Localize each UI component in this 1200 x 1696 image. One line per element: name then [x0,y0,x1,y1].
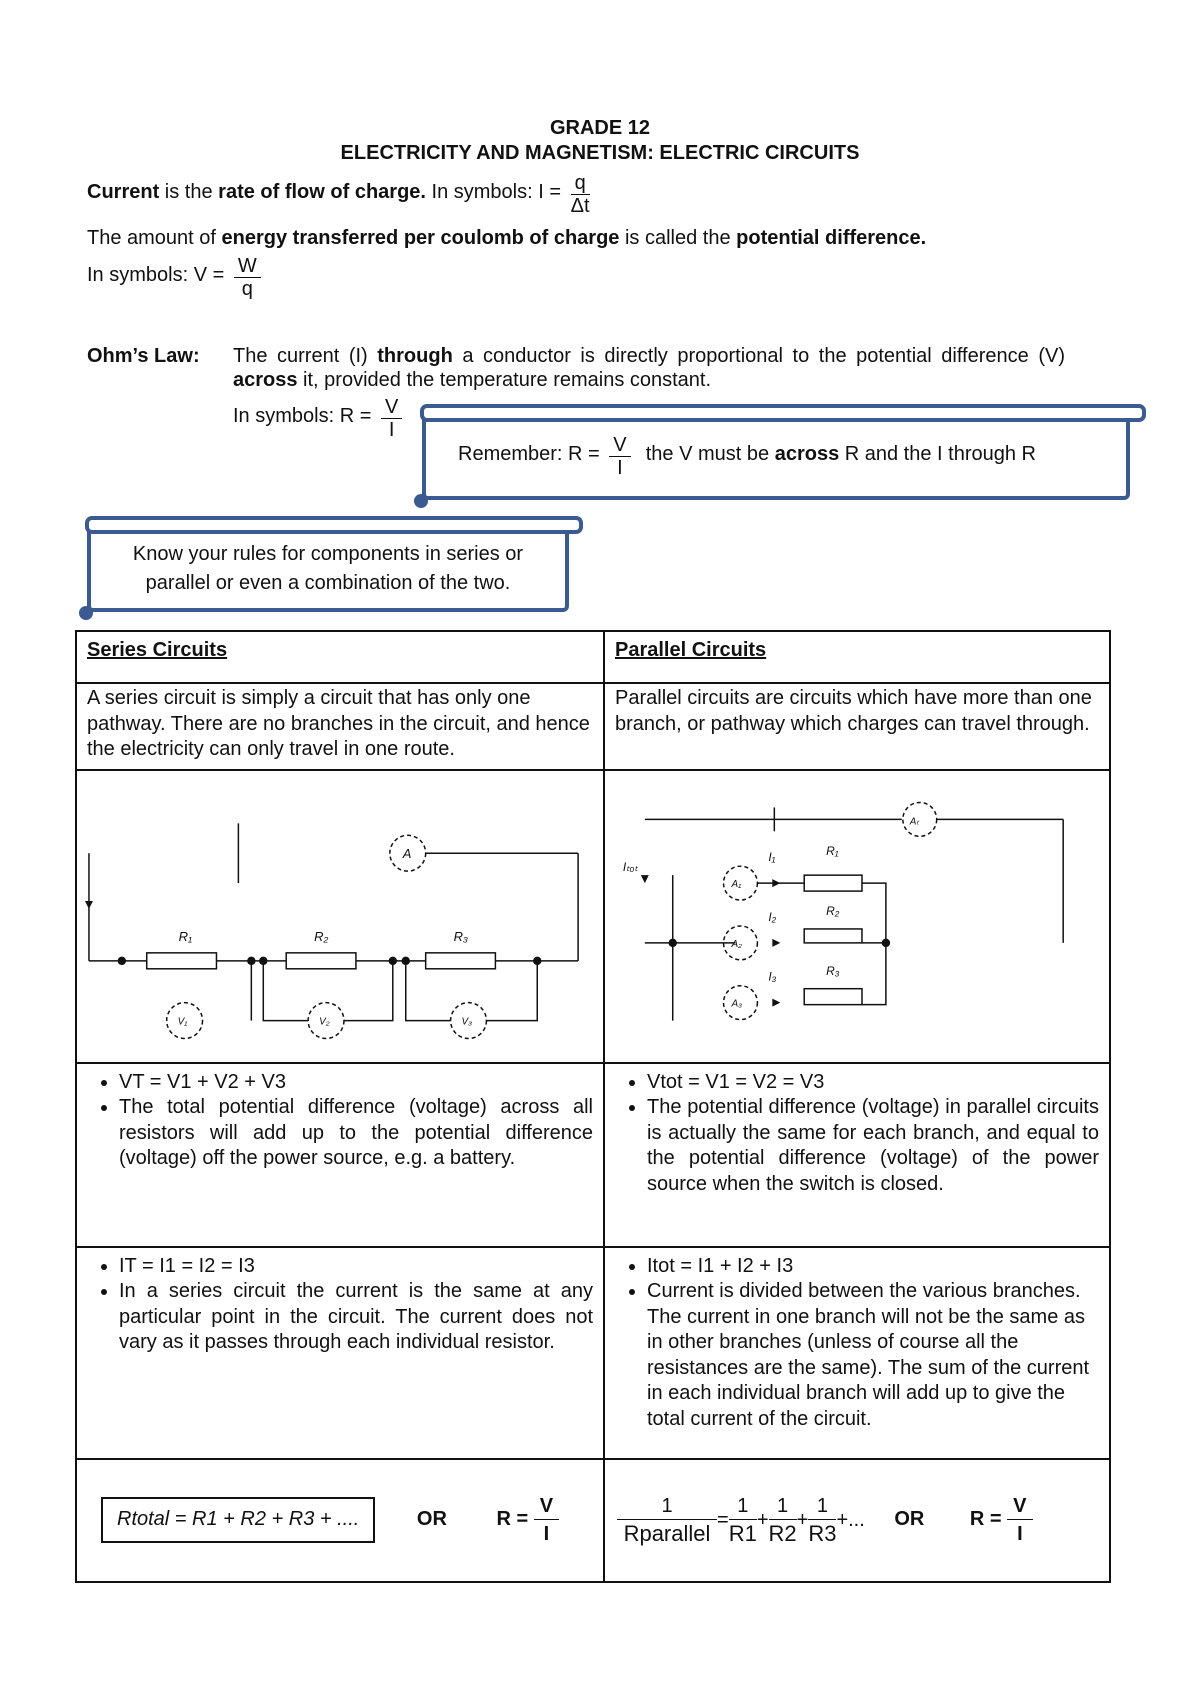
series-label-v2: V₂ [319,1016,330,1028]
parallel-label-r1: R₁ [826,843,839,858]
series-current-text: • In a series circuit the current is the same at any particular point in the circuit. The current does not vary as it passes through each individual resistor. [119,1279,593,1356]
series-label-ammeter: A [402,845,412,861]
parallel-r-label: R = [969,1508,1008,1531]
parallel-voltage-cell [604,1063,1110,1247]
parallel-itot-arrow [641,875,649,883]
parallel-description-cell [604,683,1110,770]
series-voltage-text: • The total potential difference (voltage) across all resistors will add up to the potential difference (voltage) off the power source, e.g. a battery. [119,1095,593,1172]
pd-symbols [87,255,265,300]
parallel-f1-den: R1 [728,1520,757,1546]
rules-callout [87,524,569,612]
remember-scroll-curl [420,404,1146,422]
rules-note: Know your rules for components in series or parallel or even a combination of the two. [132,543,524,594]
pd-fraction-den: q [241,278,253,300]
pd-definition [87,226,1117,250]
parallel-ammeter-total [903,802,937,836]
parallel-label-atot: Aₜ [909,815,920,827]
series-resistance-formula: Rtotal = R1 + R2 + R3 + .... [101,1497,375,1543]
parallel-label-a3: A₃ [731,998,743,1010]
series-or: OR [416,1508,447,1531]
pd-pre: The amount of [87,227,222,249]
remember-callout [422,412,1130,500]
ohm-t1: The current (I) [233,345,378,367]
current-fraction-num: q [571,172,590,195]
parallel-current-formula: • Itot = I1 + I2 + I3 [647,1254,1099,1280]
parallel-f2-num: 1 [769,1493,797,1520]
parallel-ellipsis: +... [836,1508,865,1531]
series-resistor-r1 [147,952,217,968]
parallel-resistor-r2 [804,928,862,942]
rules-scroll-curl [85,516,583,534]
parallel-resistance-cell: $\frac{1}{\text{Rparallel}}$ = $\frac{1}{R1}$ + $\frac{1}{R2}$ + $\frac{1}{R3}$ +... OR R = $\frac{V}{I}$ [604,1459,1110,1582]
parallel-label-a1: A₁ [731,878,742,890]
parallel-label-r2: R₂ [826,903,840,918]
series-current-formula: • IT = I1 = I2 = I3 [119,1254,593,1280]
current-term: Current [87,181,160,203]
series-description: A series circuit is simply a circuit that has only one pathway. There are no branches in the circuit, and hence the electricity can only travel in one route. [87,687,590,760]
series-resistance-cell [76,1459,604,1582]
remember-b1: across [774,443,840,465]
parallel-current-text: • Current is divided between the various branches. The current in one branch will not be the same as in other branches (unless of course all the resistances are the same). The sum of the current in each individual branch will add up to give the total current of the circuit. [647,1279,1099,1432]
parallel-r-den: I [1017,1522,1023,1545]
current-definition [87,172,594,217]
parallel-resistor-r1 [804,875,862,891]
ohm-symbols [233,396,406,441]
ohm-symbols-label: In symbols: R = [233,405,377,427]
parallel-circuit-diagram [605,771,1109,1057]
parallel-branch1-return [862,883,886,943]
series-description-cell [76,683,604,770]
series-label-r2: R₂ [314,928,329,944]
parallel-left-node [669,939,676,946]
parallel-f2-den: R2 [768,1520,797,1546]
ohm-fraction-num: V [381,396,402,419]
grade-heading: GRADE 12 [549,117,651,139]
parallel-eq-num: 1 [617,1493,717,1520]
pd-mid: is called the [619,227,737,249]
series-r-num: V [534,1493,559,1520]
series-circuit-diagram [77,771,603,1057]
parallel-voltage-text: • The potential difference (voltage) in parallel circuits is actually the same for each branch, and equal to the potential difference (voltage) of the power source when the switch is closed. [647,1095,1099,1197]
series-heading-cell [76,631,604,683]
series-current-cell [76,1247,604,1459]
ohm-t3: it, provided the temperature remains constant. [297,369,712,391]
parallel-label-r3: R₃ [826,963,840,978]
ohm-b1: through [377,345,453,367]
current-fraction-den: Δt [570,195,590,217]
parallel-resistor-r3 [804,988,862,1004]
series-resistor-r3 [426,952,496,968]
parallel-heading: Parallel Circuits [615,639,767,661]
parallel-label-itot: Iₜₒₜ [622,859,639,874]
parallel-voltage-formula: • Vtot = V1 = V2 = V3 [647,1070,1099,1096]
rules-scroll-knob [79,606,93,620]
ohm-text [233,344,1065,392]
series-node-1 [118,957,125,964]
page-title: ELECTRICITY AND MAGNETISM: ELECTRIC CIRCUITS [340,142,860,164]
parallel-f1-num: 1 [729,1493,757,1520]
parallel-i3-arrow [772,998,780,1006]
parallel-branch3-return [862,942,886,1004]
series-diagram-cell [76,770,604,1063]
series-voltage-cell [76,1063,604,1247]
parallel-label-i1: I₁ [768,849,776,864]
current-symbols-label: In symbols: I = [425,181,567,203]
remember-fraction-num: V [609,434,630,457]
series-r-label: R = [496,1508,534,1531]
ohm-t2: a conductor is directly proportional to the potential difference (V) [452,345,1065,367]
series-v3-lead-right [486,960,537,1020]
series-label-v1: V₁ [177,1016,188,1028]
parallel-diagram-cell [604,770,1110,1063]
parallel-description: Parallel circuits are circuits which have more than one branch, or pathway which charges can travel through. [615,687,1092,735]
parallel-i2-arrow [772,938,780,946]
parallel-label-i2: I₂ [768,909,777,924]
pd-bold2: potential difference. [736,227,927,249]
series-v3-lead-left [406,960,451,1020]
parallel-label-a2: A₂ [731,938,742,950]
parallel-or: OR [894,1508,925,1531]
parallel-eq-den: Rparallel [623,1520,711,1546]
parallel-label-i3: I₃ [768,969,777,984]
series-voltage-formula: • VT = V1 + V2 + V3 [119,1070,593,1096]
series-current-arrow [85,901,93,909]
series-label-r1: R₁ [178,928,193,944]
parallel-f3-num: 1 [808,1493,836,1520]
pd-fraction-num: W [234,255,261,278]
pd-bold1: energy transferred per coulomb of charge [221,227,620,249]
ohm-label: Ohm’s Law: [87,345,200,367]
remember-scroll-knob [414,494,428,508]
series-label-v3: V₃ [461,1016,473,1028]
current-is-the: is the [159,181,219,203]
remember-pre: Remember: R = [458,443,606,465]
current-def-text: rate of flow of charge. [218,181,426,203]
parallel-r-num: V [1007,1493,1032,1520]
remember-text [458,434,1036,479]
series-heading: Series Circuits [87,639,228,661]
series-v2-lead-right [344,960,393,1020]
remember-fraction-den: I [617,457,623,479]
series-r-den: I [543,1522,550,1545]
parallel-heading-cell [604,631,1110,683]
parallel-current-cell [604,1247,1110,1459]
series-resistor-r2 [286,952,356,968]
ohm-b2: across [233,369,298,391]
series-v2-lead-left [263,960,308,1020]
circuits-table [75,630,1111,1583]
remember-t2: R and the I through R [839,443,1036,465]
remember-t1: the V must be [645,443,775,465]
series-label-r3: R₃ [453,928,469,944]
ohm-fraction-den: I [388,419,395,441]
parallel-f3-den: R3 [808,1520,837,1546]
pd-symbols-label: In symbols: V = [87,264,230,286]
